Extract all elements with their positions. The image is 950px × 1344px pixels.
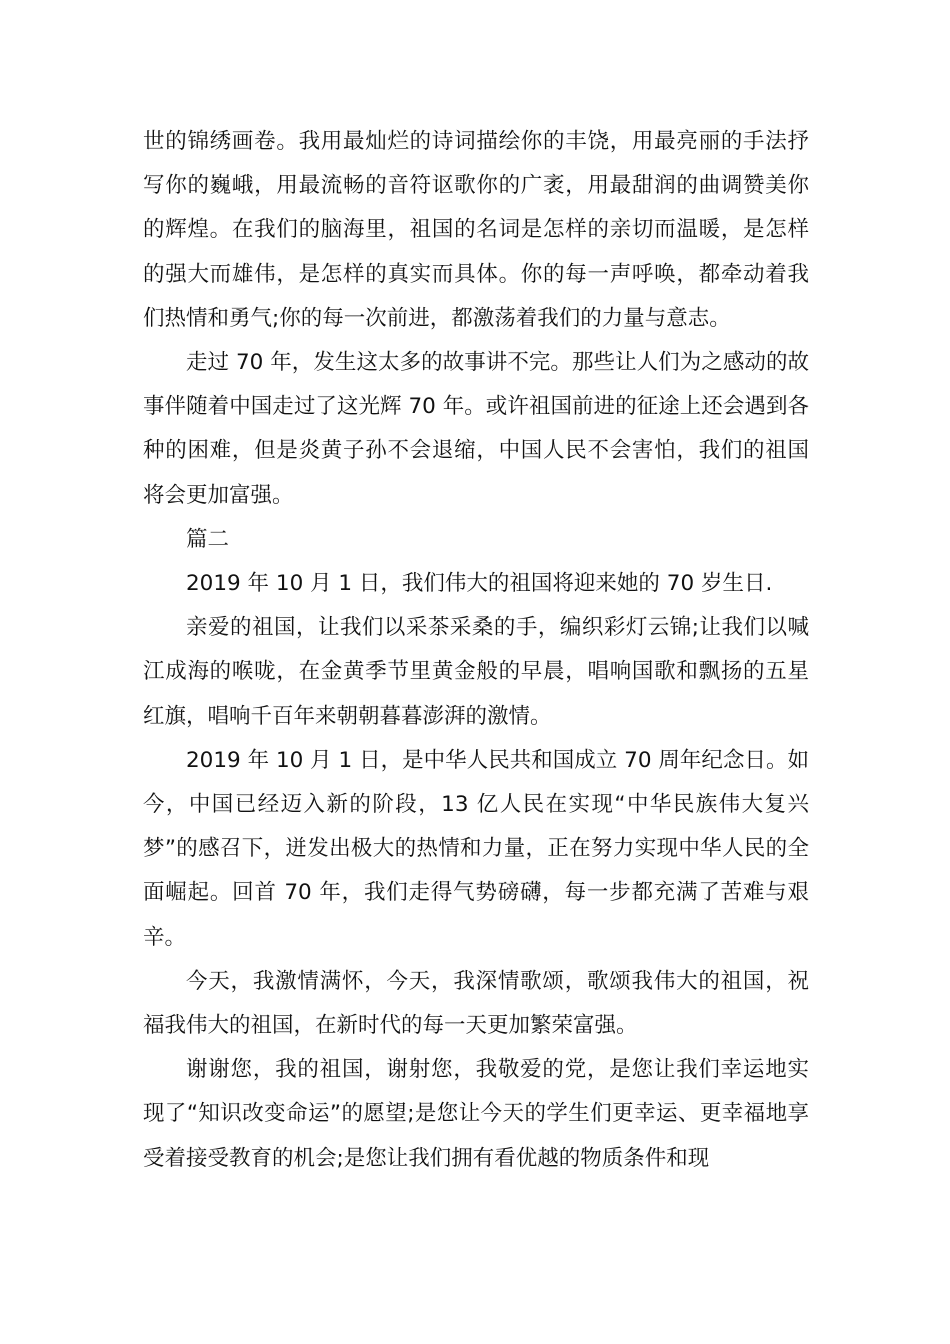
paragraph: 2019 年 10 月 1 日，是中华人民共和国成立 70 周年纪念日。如今，中国已经迈入新的阶段，13 亿人民在实现“中华民族伟大复兴梦”的感召下，迸发出极大的热情和力量，正在努力实现中华人民的全面崛起。回首 70 年，我们走得气势磅礴，每一步都充满了苦难与艰辛。 xyxy=(143,747,809,950)
paragraph: 走过 70 年，发生这太多的故事讲不完。那些让人们为之感动的故事伴随着中国走过了这光辉 70 年。或许祖国前进的征途上还会遇到各种的困难，但是炎黄子孙不会退缩，中国人民不会害怕，我们的祖国将会更加富强。 xyxy=(143,350,809,508)
section-heading: 篇二 xyxy=(186,526,230,552)
paragraph: 谢谢您，我的祖国，谢射您，我敬爱的党，是您让我们幸运地实现了“知识改变命运”的愿望;是您让今天的学生们更幸运、更幸福地享受着接受教育的机会;是您让我们拥有看优越的物质条件和现 xyxy=(143,1057,809,1171)
paragraph: 2019 年 10 月 1 日，我们伟大的祖国将迎来她的 70 岁生日. xyxy=(186,571,773,597)
paragraph: 今天，我激情满怀，今天，我深情歌颂，歌颂我伟大的祖国，祝福我伟大的祖国，在新时代的每一天更加繁荣富强。 xyxy=(143,968,809,1039)
paragraph: 亲爱的祖国，让我们以采茶采桑的手，编织彩灯云锦;让我们以喊江成海的喉咙，在金黄季节里黄金般的早晨，唱响国歌和飘扬的五星红旗，唱响千百年来朝朝暮暮澎湃的激情。 xyxy=(143,615,809,729)
document-body xyxy=(143,120,809,1181)
paragraph-continuation: 世的锦绣画卷。我用最灿烂的诗词描绘你的丰饶，用最亮丽的手法抒写你的巍峨，用最流畅的音符讴歌你的广袤，用最甜润的曲调赞美你的辉煌。在我们的脑海里，祖国的名词是怎样的亲切而温暖，是怎样的强大而雄伟，是怎样的真实而具体。你的每一声呼唤，都牵动着我们热情和勇气;你的每一次前进，都激荡着我们的力量与意志。 xyxy=(143,129,809,331)
